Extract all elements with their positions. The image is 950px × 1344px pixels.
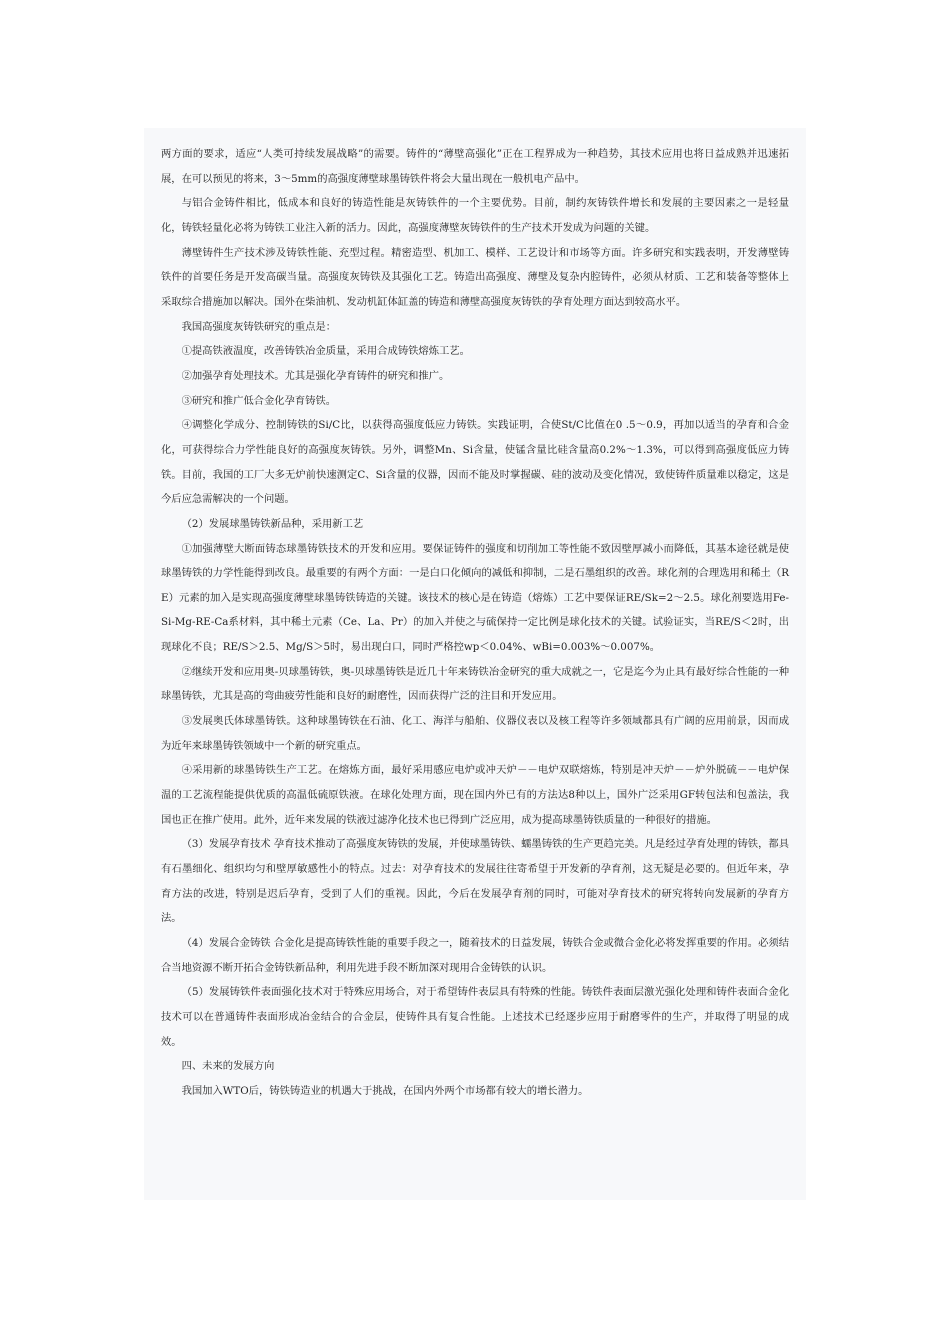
list-item-1: ①提高铁液温度，改善铸铁冶金质量，采用合成铸铁熔炼工艺。 [181,345,470,358]
list-item-2: ②加强孕育处理技术。尤其是强化孕育铸件的研究和推广。 [181,369,450,382]
paragraph-alloy: （4）发展合金铸铁 合金化是提高铸铁性能的重要手段之一，随着技术的日益发展，铸铁合金或微合金化必将发挥重要的作用。必须结合当地资源不断开拓合金铸铁新品种，利用先进手段不断加深对现用合金铸铁的认识。 [161,937,789,974]
paragraph-4: 我国高强度灰铸铁研究的重点是： [181,320,337,333]
section-heading-4: 四、未来的发展方向 [181,1060,275,1073]
paragraph-ductile-1: ①加强薄壁大断面铸态球墨铸铁技术的开发和应用。要保证铸件的强度和切削加工等性能不致因壁厚减小而降低，其基本途径就是使球墨铸铁的力学性能得到改良。最重要的有两个方面：一是白口化倾向的减低和抑制，二是石墨组织的改善。球化剂的合理选用和稀土（RE）元素的加入是实现高强度薄壁球墨铸铁铸造的关键。该技术的核心是在铸造（熔炼）工艺中要保证RE/Sk=2～2.5。球化剂要选用Fe-Si-Mg-RE-Ca系材料，其中稀土元素（Ce、La、Pr）的加入并使之与硫保持一定比例是球化技术的关键。试验证实，当RE/S＜2时，出现球化不良；RE/S＞2.5、Mg/S＞5时，易出现白口，同时严格控wp＜0.04%、wBi=0.003%～0.007%。 [161,542,789,654]
paragraph-ductile-3: ③发展奥氏体球墨铸铁。这种球墨铸铁在石油、化工、海洋与船舶、仪器仪表以及核工程等许多领域都具有广阔的应用前景，因而成为近年来球墨铸铁领域中一个新的研究重点。 [161,715,789,752]
paragraph-3: 薄壁铸件生产技术涉及铸铁性能、充型过程。精密造型、机加工、模样、工艺设计和市场等方面。许多研究和实践表明，开发薄壁铸铁件的首要任务是开发高碳当量。高强度灰铸铁及其强化工艺。铸造出高强度、薄壁及复杂内腔铸件，必须从材质、工艺和装备等整体上采取综合措施加以解决。国外在柴油机、发动机缸体缸盖的铸造和薄壁高强度灰铸铁的孕育处理方面达到较高水平。 [161,246,789,308]
paragraph-ductile-2: ②继续开发和应用奥-贝球墨铸铁，奥-贝球墨铸铁是近几十年来铸铁冶金研究的重大成就之一，它是迄今为止具有最好综合性能的一种球墨铸铁，尤其是高的弯曲疲劳性能和良好的耐磨性，因而获得广泛的注目和开发应用。 [161,665,789,703]
paragraph-2: 与铝合金铸件相比，低成本和良好的铸造性能是灰铸铁件的一个主要优势。目前，制约灰铸铁件增长和发展的主要因素之一是轻量化，铸铁轻量化必将为铸铁工业注入新的活力。因此，高强度薄壁灰铸铁件的生产技术开发成为问题的关键。 [161,197,789,234]
paragraph-ductile-4: ④采用新的球墨铸铁生产工艺。在熔炼方面，最好采用感应电炉或冲天炉－－电炉双联熔炼，特别是冲天炉－－炉外脱硫－－电炉保温的工艺流程能提供优质的高温低硫原铁液。在球化处理方面，现在国内外已有的方法达8种以上，国外广泛采用GF转包法和包盖法，我国也正在推广使用。此外，近年来发展的铁液过滤净化技术也已得到广泛应用，成为提高球墨铸铁质量的一种很好的措施。 [161,764,789,826]
document-body [144,128,806,1200]
paragraph-inoculation: （3）发展孕育技术 孕育技术推动了高强度灰铸铁的发展，并使球墨铸铁、蠕墨铸铁的生产更趋完美。凡是经过孕育处理的铸铁，都具有石墨细化、组织均匀和壁厚敏感性小的特点。过去：对孕育技术的发展往往寄希望于开发新的孕育剂，这无疑是必要的。但近年来，孕育方法的改进，特别是迟后孕育，受到了人们的重视。因此，今后在发展孕育剂的同时，可能对孕育技术的研究将转向发展新的孕育方法。 [161,838,789,925]
list-item-4: ④调整化学成分、控制铸铁的Si/C比，以获得高强度低应力铸铁。实践证明，合使St/C比值在0 .5～0.9，再加以适当的孕育和合金化，可获得综合力学性能良好的高强度灰铸铁。另外，调整Mn、Si含量，使锰含量比硅含量高0.2%～1.3%，可以得到高强度低应力铸铁。目前，我国的工厂大多无炉前快速测定C、Si含量的仪器，因而不能及时掌握碳、硅的波动及变化情况，致使铸件质量难以稳定，这是今后应急需解决的一个问题。 [161,419,789,506]
paragraph-final: 我国加入WTO后，铸铁铸造业的机遇大于挑战，在国内外两个市场都有较大的增长潜力。 [181,1084,589,1097]
paragraph-1: 两方面的要求，适应“人类可持续发展战略”的需要。铸件的“薄壁高强化”正在工程界成为一种趋势，其技术应用也将日益成熟并迅速拓展，在可以预见的将来，3～5mm的高强度薄壁球墨铸铁件将会大量出现在一般机电产品中。 [161,148,789,185]
list-item-3: ③研究和推广低合金化孕育铸铁。 [181,394,337,407]
section-heading-2: （2）发展球墨铸铁新品种，采用新工艺 [181,517,364,530]
paragraph-surface: （5）发展铸铁件表面强化技术对于特殊应用场合，对于希望铸件表层具有特殊的性能。铸铁件表面层激光强化处理和铸件表面合金化技术可以在普通铸件表面形成冶金结合的合金层，使铸件具有复合性能。上述技术已经逐步应用于耐磨零件的生产，并取得了明显的成效。 [161,986,789,1048]
